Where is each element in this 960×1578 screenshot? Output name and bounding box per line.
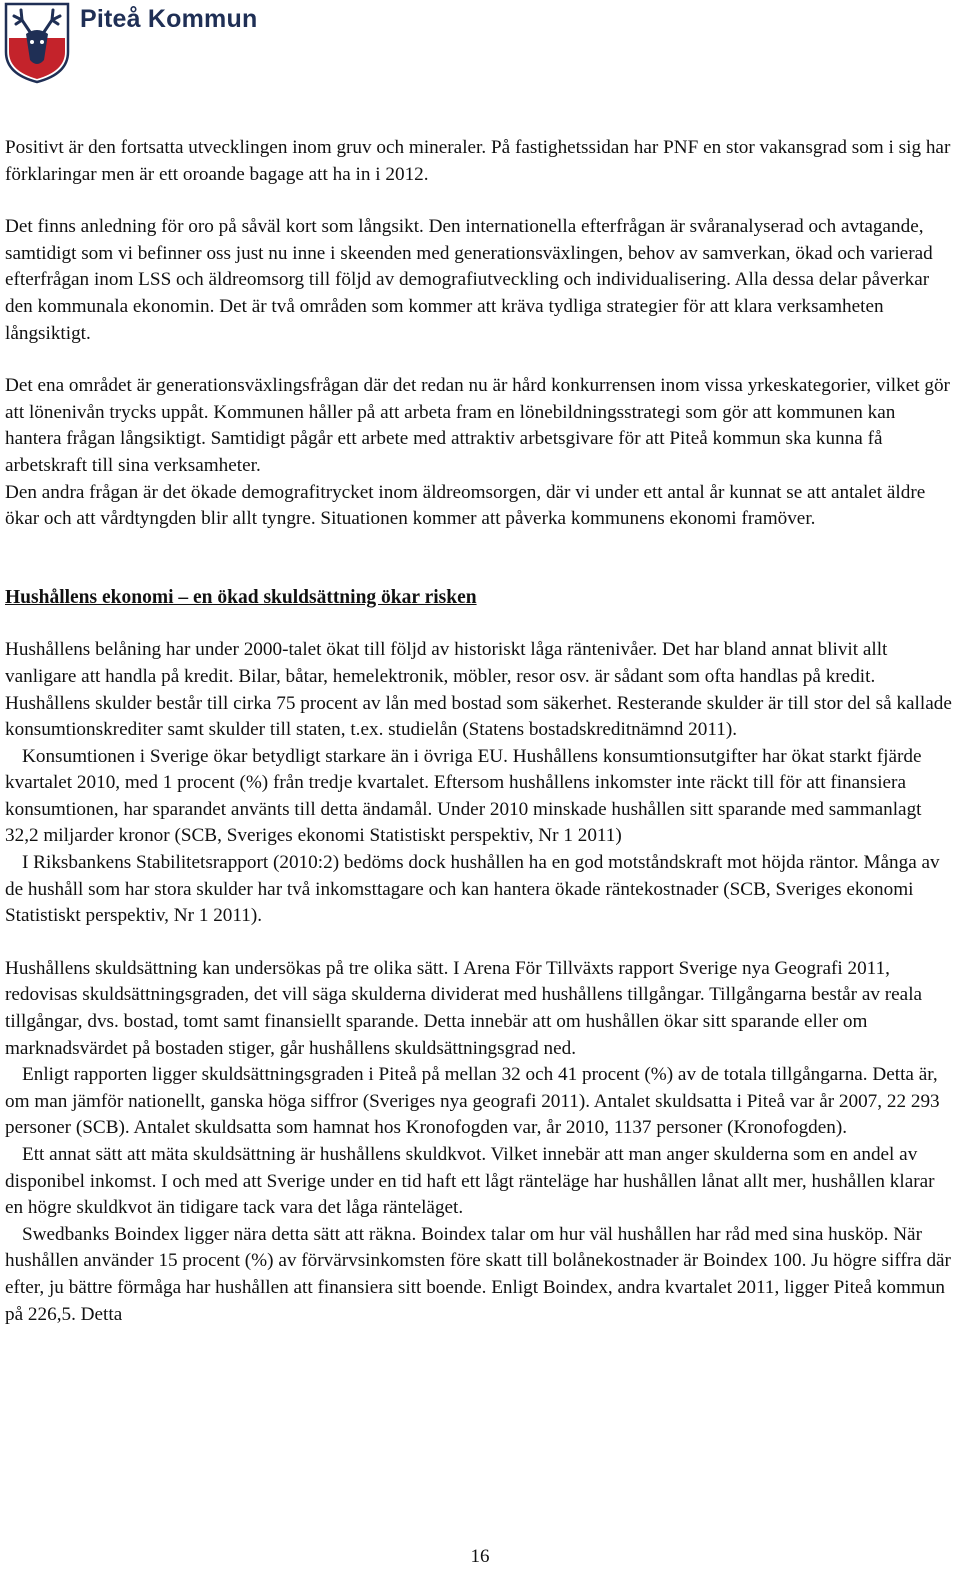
paragraph: Hushållens belåning har under 2000-talet ökat till följd av historiskt låga räntenivåer. Det har bland annat blivit allt vanligare att handla på kredit. Bilar, båtar, hemelektronik, möbler, resor osv. är sådant som ofta handlas på kredit. Hushållens skulder består till cirka 75 procent av lån med bostad som säkerhet. Resterande skulder är till stor del så kallade konsumtionskrediter samt skulder till staten, t.ex. studielån (Statens bostadskreditnämnd 2011). [5, 639, 952, 741]
paragraph: Enligt rapporten ligger skuldsättningsgraden i Piteå på mellan 32 och 41 procent (%) av de totala tillgångarna. Detta är, om man jämför nationellt, ganska höga siffror (Sveriges nya geografi 2011). Antalet skuldsatta i Piteå var år 2007, 22 293 personer (SCB). Antalet skuldsatta som hamnat hos Kronofogden var, år 2010, 1137 personer (Kronofogden). [5, 1064, 940, 1139]
page-header [0, 0, 960, 90]
paragraph: Swedbanks Boindex ligger nära detta sätt att räkna. Boindex talar om hur väl hushållen har råd med sina husköp. När hushållen använder 15 procent (%) av förvärvsinkomsten före skatt till bolånekostnader är Boindex 100. Ju högre siffra där efter, ju bättre förmåga har hushållen att finansiera sitt boende. Enligt Boindex, andra kvartalet 2011, ligger Piteå kommun på 226,5. Detta [5, 1223, 951, 1325]
paragraph: I Riksbankens Stabilitetsrapport (2010:2) bedöms dock hushållen ha en god motståndskraft mot höjda räntor. Många av de hushåll som har stora skulder har två inkomsttagare och kan hantera ökade räntekostnader (SCB, Sveriges ekonomi Statistiskt perspektiv, Nr 1 2011). [5, 852, 940, 927]
document-body [5, 135, 955, 1328]
page-number: 16 [470, 1546, 490, 1567]
paragraph: Det ena området är generationsväxlingsfrågan där det redan nu är hård konkurrensen inom vissa yrkeskategorier, vilket gör att lönenivån trycks uppåt. Kommunen håller på att arbeta fram en lönebildningsstrategi som gör att kommunen kan hantera frågan långsiktigt. Samtidigt pågår ett arbete med attraktiv arbetsgivare för att Piteå kommun ska kunna få arbetskraft till sina verksamheter. [5, 375, 950, 476]
paragraph: Ett annat sätt att mäta skuldsättning är hushållens skuldkvot. Vilket innebär att man anger skulderna som en andel av disponibel inkomst. I och med att Sverige under en tid haft ett lågt ränteläge har hushållen lånat allt mer, hushållen klarar en högre skuldkvot än tidigare tack vara det låga ränteläget. [5, 1144, 935, 1219]
brand-name: Piteå Kommun [80, 5, 258, 33]
paragraph: Hushållens skuldsättning kan undersökas på tre olika sätt. I Arena För Tillväxts rapport Sverige nya Geografi 2011, redovisas skuldsättningsgraden, det vill säga skulderna dividerat med hushållens tillgångar. Tillgångarna består av reala tillgångar, dvs. bostad, tomt samt finansiellt sparande. Detta innebär att om hushållen ökar sitt sparande eller om marknadsvärdet på bostaden stiger, går hushållens skuldsättningsgrad ned. [5, 957, 923, 1059]
paragraph: Den andra frågan är det ökade demografitrycket inom äldreomsorgen, där vi under ett antal år kunnat se att antalet äldre ökar och att vårdtyngden blir allt tyngre. Situationen kommer att påverka kommunens ekonomi framöver. [5, 481, 926, 530]
paragraph: Konsumtionen i Sverige ökar betydligt starkare än i övriga EU. Hushållens konsumtionsutgifter har ökat starkt fjärde kvartalet 2010, med 1 procent (%) från tredje kvartalet. Eftersom hushållens inkomster inte räckt till för att finansiera konsumtionen, har sparandet använts till detta ändamål. Under 2010 minskade hushållen sitt sparande med sammanlagt 32,2 miljarder kronor (SCB, Sveriges ekonomi Statistiskt perspektiv, Nr 1 2011) [5, 745, 922, 847]
paragraph: Det finns anledning för oro på såväl kort som långsikt. Den internationella efterfrågan är svåranalyserad och avtagande, samtidigt som vi befinner oss just nu inne i skeenden med generationsväxlingen, behov av samverkan, ökad och varierad efterfrågan inom LSS och äldreomsorg till följd av demografiutveckling och individualisering. Alla dessa delar påverkar den kommunala ekonomin. Det är två områden som kommer att kräva tydliga strategier för att klara verksamheten långsiktigt. [5, 216, 933, 344]
section-heading: Hushållens ekonomi – en ökad skuldsättning ökar risken [5, 586, 477, 608]
reindeer-shield-icon [4, 2, 70, 84]
paragraph: Positivt är den fortsatta utvecklingen inom gruv och mineraler. På fastighetssidan har PNF en stor vakansgrad som i sig har förklaringar men är ett oroande bagage att ha in i 2012. [5, 137, 951, 185]
